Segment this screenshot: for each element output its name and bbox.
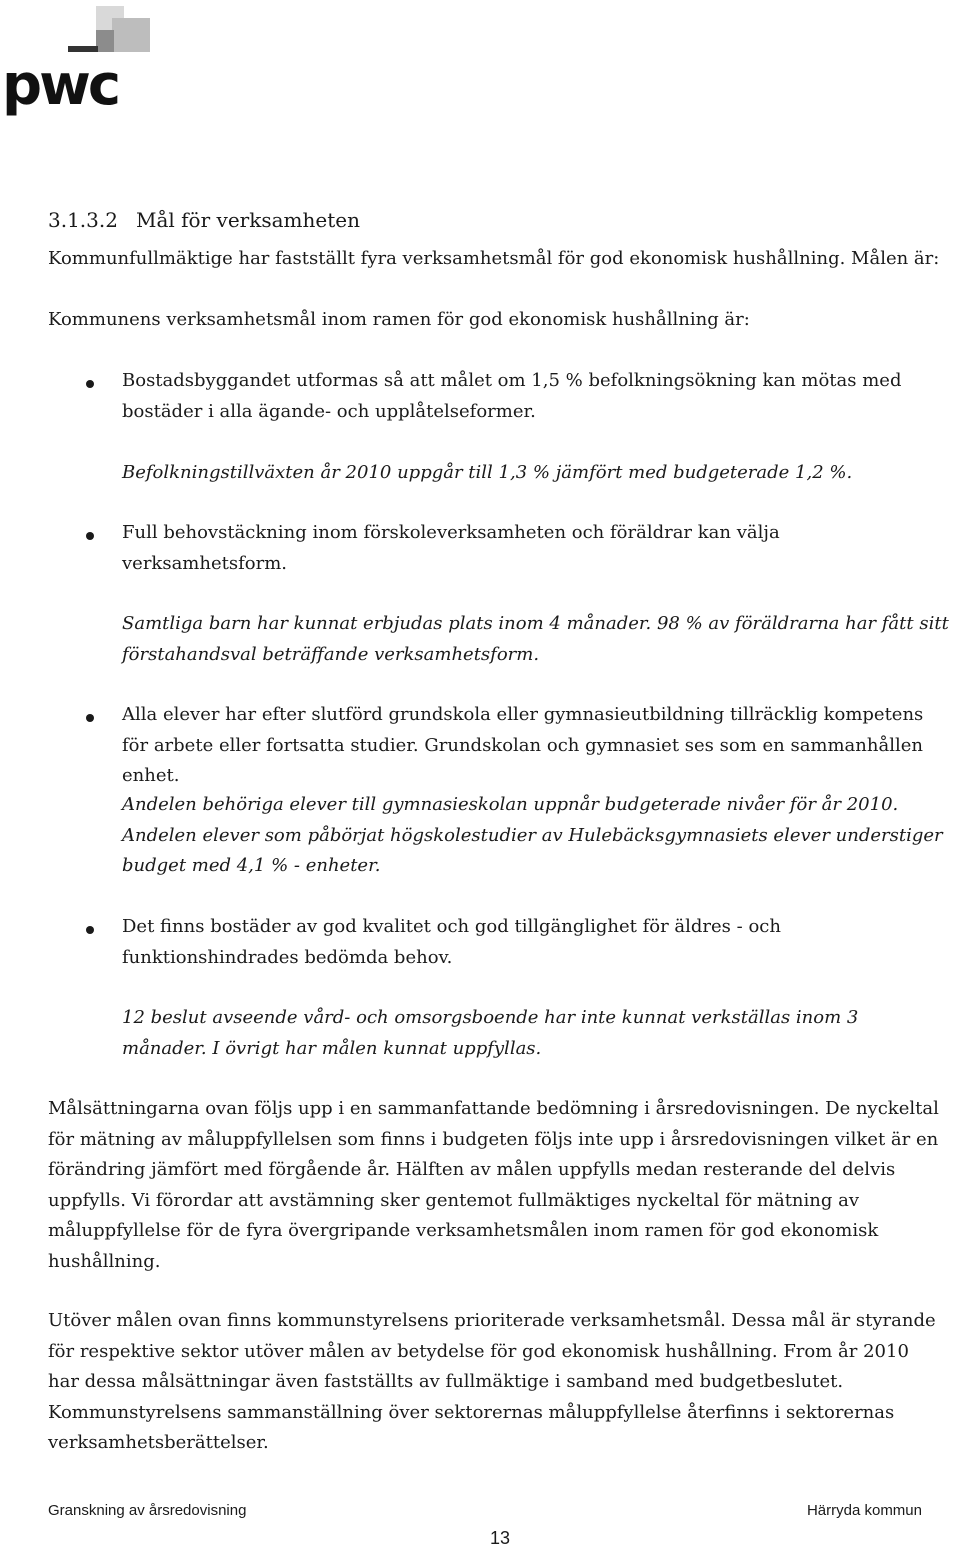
logo-block — [96, 30, 114, 52]
summary-paragraph: Målsättningarna ovan följs upp i en sammanfattande bedömning i årsredovisningen. De nyckeltal för mätning av måluppfyllelsen som finns i budgeten följs inte upp i årsredovisningen vilket är en förändring jämfört med förgående år. Hälften av målen uppfylls medan resterande del delvis uppfylls. Vi förordar att avstämning sker gentemot fullmäktiges nyckeltal för mätning av måluppfyllelse för de fyra övergripande verksamhetsmålen inom ramen för god ekonomisk hushållning. — [48, 1098, 939, 1272]
logo-wordmark: pwc — [2, 53, 119, 118]
goal-result: Samtliga barn har kunnat erbjudas plats inom 4 månader. 98 % av föräldrarna har fått sitt förstahandsval beträffande verksamhetsform. — [122, 613, 949, 665]
bullet-icon — [86, 380, 94, 388]
logo-block — [112, 18, 150, 52]
goal-text: Full behovstäckning inom förskoleverksamheten och föräldrar kan välja verksamhetsform. — [122, 522, 780, 574]
goal-result: 12 beslut avseende vård- och omsorgsboende har inte kunnat verkställas inom 3 månader. I övrigt har målen kunnat uppfyllas. — [122, 1007, 859, 1059]
page-number: 13 — [489, 1528, 511, 1548]
goal-text: Alla elever har efter slutförd grundskola eller gymnasieutbildning tillräcklig kompetens för arbete eller fortsatta studier. Grundskolan och gymnasiet ses som en sammanhållen enhet. — [122, 704, 924, 786]
bullet-icon — [86, 532, 94, 540]
bullet-icon — [86, 926, 94, 934]
goal-text: Det finns bostäder av god kvalitet och god tillgänglighet för äldres - och funktionshindrades bedömda behov. — [122, 916, 781, 968]
goal-text: Bostadsbyggandet utformas så att målet om 1,5 % befolkningsökning kan mötas med bostäder i alla ägande- och upplåtelseformer. — [122, 370, 902, 422]
section-heading — [48, 204, 943, 236]
subintro-paragraph: Kommunens verksamhetsmål inom ramen för god ekonomisk hushållning är: — [48, 309, 750, 330]
goal-result: Befolkningstillväxten år 2010 uppgår till 1,3 % jämfört med budgeterade 1,2 %. — [122, 462, 853, 483]
logo-block — [68, 46, 98, 52]
footer-municipality: Härryda kommun — [806, 1502, 922, 1519]
pwc-logo — [0, 0, 160, 125]
footer-report-title: Granskning av årsredovisning — [48, 1502, 247, 1519]
bullet-icon — [86, 714, 94, 722]
section-title: Mål för verksamheten — [136, 208, 360, 232]
section-number: 3.1.3.2 — [48, 208, 118, 232]
priorities-paragraph: Utöver målen ovan finns kommunstyrelsens prioriterade verksamhetsmål. Dessa mål är styrande för respektive sektor utöver målen av betydelse för god ekonomisk hushållning. From år 2010 har dessa målsättningar även fastställts av fullmäktige i samband med budgetbeslutet. Kommunstyrelsens sammanställning över sektorernas måluppfyllelse återfinns i sektorernas verksamhetsberättelser. — [48, 1310, 936, 1453]
intro-paragraph: Kommunfullmäktige har fastställt fyra verksamhetsmål för god ekonomisk hushållning. Målen är: — [48, 248, 940, 269]
goal-result: Andelen behöriga elever till gymnasieskolan uppnår budgeterade nivåer för år 2010. Andelen elever som påbörjat högskolestudier av Hulebäcksgymnasiets elever understiger budget med 4,1 % - enheter. — [122, 794, 943, 876]
